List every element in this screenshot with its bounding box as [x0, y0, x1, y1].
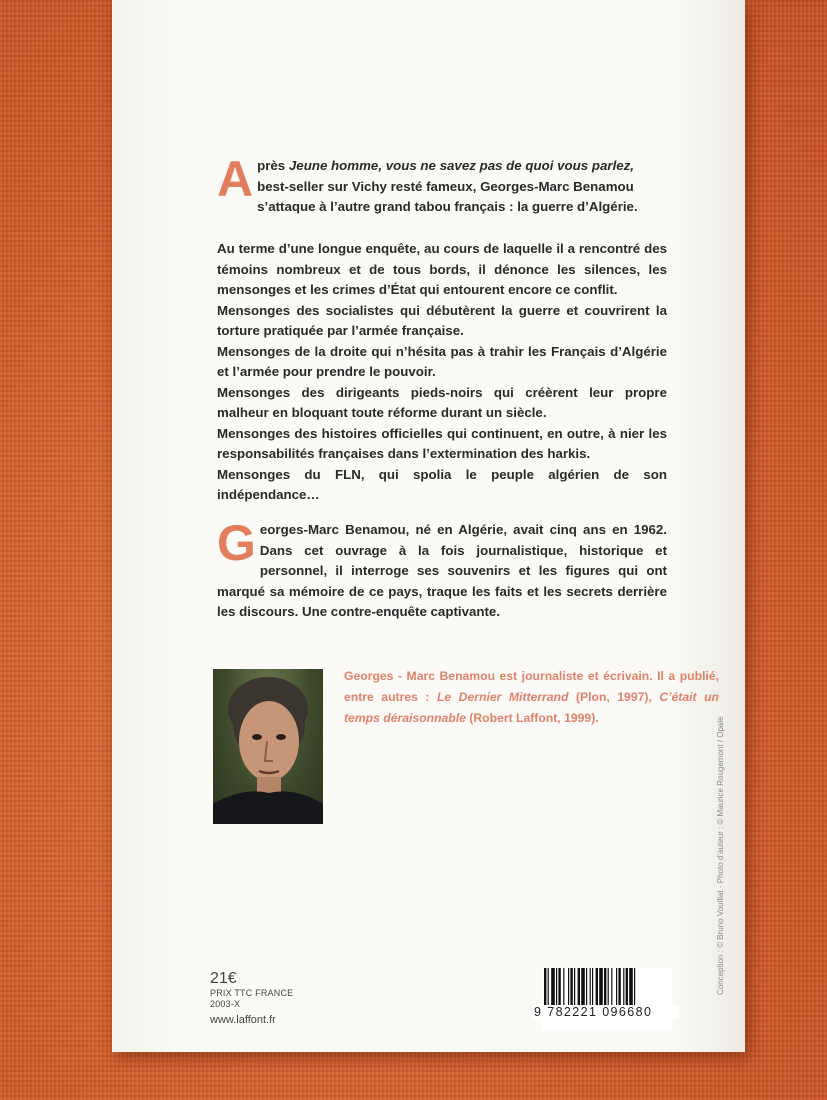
bio-book-title: Le Dernier Mitterrand	[436, 690, 569, 704]
book-code: 2003-X	[210, 999, 241, 1009]
barcode-bar	[599, 968, 603, 1010]
intro-line3: s’attaque à l’autre grand tabou français : la guerre d’Algérie.	[257, 199, 638, 214]
barcode-bar	[563, 968, 564, 1010]
bio-text: (Robert Laffont, 1999).	[465, 711, 599, 725]
closing-text: eorges-Marc Benamou, né en Algérie, avait cinq ans en 1962. Dans cet ouvrage à la fois journalistique, historique et personnel, il interroge ses souvenirs et les figures qui ont marqué sa mémoire de ce pays, traque les faits et les secrets derrière les discours. Une contre-enquête captivante.	[217, 522, 667, 619]
author-bio	[344, 666, 719, 729]
price-note: PRIX TTC FRANCE	[210, 988, 294, 998]
barcode-bar	[556, 968, 557, 1010]
author-photo	[213, 669, 323, 824]
barcode-bar	[544, 968, 546, 1010]
barcode-bar	[590, 968, 591, 1010]
barcode-bar	[551, 968, 555, 1010]
drop-cap-g: G	[217, 515, 256, 571]
barcode-bar	[629, 968, 633, 1010]
barcode-bar	[604, 968, 606, 1010]
bio-book-title: C’était un temps déraisonnable	[344, 690, 719, 725]
bio-text: (Plon, 1997),	[568, 690, 660, 704]
drop-cap-a: A	[217, 151, 254, 207]
barcode-bar	[586, 968, 587, 1010]
barcode-bar	[578, 968, 580, 1010]
isbn-digits: 9 782221 096680	[532, 1005, 679, 1019]
barcode-bar	[581, 968, 585, 1010]
barcode-bar	[618, 968, 620, 1010]
photo-credit: Conception : © Bruno Vouillat · Photo d’auteur : © Maurice Rougemont / Opale	[716, 716, 725, 995]
intro-book-title: Jeune homme, vous ne savez pas de quoi vous parlez,	[288, 158, 634, 173]
body-paragraph: Mensonges de la droite qui n’hésita pas à trahir les Français d’Algérie et l’armée pour prendre le pouvoir.	[217, 343, 667, 379]
barcode-bar	[611, 968, 612, 1010]
book-back-cover	[112, 0, 745, 1052]
barcode	[542, 968, 672, 1030]
body-paragraph: Au terme d’une longue enquête, au cours de laquelle il a rencontré des témoins nombreux et de tous bords, il dénonce les silences, les mensonges et les crimes d’État qui entourent encore ce conflit.	[217, 241, 667, 297]
barcode-bar	[548, 968, 549, 1010]
barcode-bar	[568, 968, 569, 1010]
closing-paragraph	[217, 515, 667, 623]
intro-paragraph	[217, 151, 667, 218]
barcode-bar	[608, 968, 609, 1010]
barcode-bar	[558, 968, 560, 1010]
barcode-bar	[570, 968, 572, 1010]
body-paragraph: Mensonges du FLN, qui spolia le peuple algérien de son indépendance…	[217, 466, 667, 502]
publisher-url: www.laffont.fr	[210, 1014, 276, 1026]
body-paragraphs	[217, 239, 667, 506]
bio-text: Georges - Marc Benamou est journaliste et écrivain. Il a publié, entre autres :	[344, 669, 719, 704]
barcode-bar	[596, 968, 598, 1010]
price-block	[210, 970, 293, 1028]
barcode-bar	[592, 968, 593, 1010]
barcode-bar	[634, 968, 635, 1010]
body-paragraph: Mensonges des dirigeants pieds-noirs qui créèrent leur propre malheur en bloquant toute réforme durant un siècle.	[217, 384, 667, 420]
barcode-bar	[626, 968, 628, 1010]
body-paragraph: Mensonges des histoires officielles qui continuent, en outre, à nier les responsabilités françaises dans l’extermination des harkis.	[217, 425, 667, 461]
barcode-bar	[623, 968, 624, 1010]
body-paragraph: Mensonges des socialistes qui débutèrent la guerre et couvrirent la torture pratiquée par l’armée française.	[217, 302, 667, 338]
barcode-bar	[616, 968, 617, 1010]
intro-line1-rest: près	[257, 158, 289, 173]
intro-line2: best-seller sur Vichy resté fameux, Georges-Marc Benamou	[257, 178, 634, 194]
barcode-bar	[574, 968, 575, 1010]
price: 21€	[210, 970, 237, 987]
